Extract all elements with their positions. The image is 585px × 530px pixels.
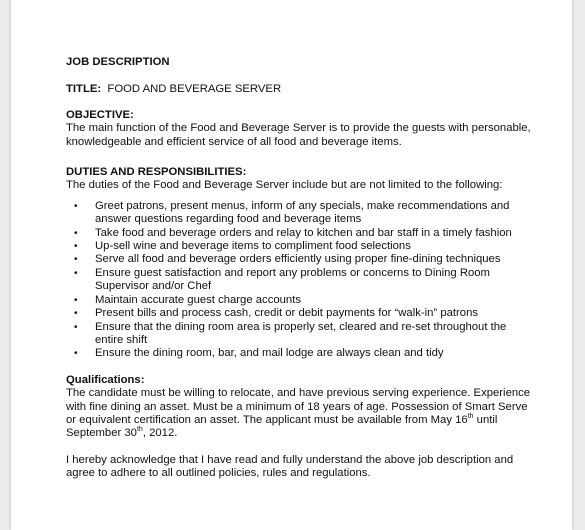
qualifications-text-part: The candidate must be willing to relocate, and have previous serving experience. Experience with fine dining an asset. Must be a minimum of 18 years of age. Possession of Smart Serve or equivalent certification an asset. The applicant must be available from May 16 bbox=[66, 387, 531, 426]
list-item bbox=[66, 200, 536, 227]
duties-list bbox=[66, 200, 536, 361]
document-page bbox=[11, 0, 572, 530]
qualifications-text-part: until September 30 bbox=[66, 413, 498, 440]
job-title-line bbox=[66, 83, 536, 96]
bullet-icon: • bbox=[74, 308, 78, 320]
qualifications-text-part: , 2012. bbox=[142, 427, 178, 440]
qualifications-heading: Qualifications: bbox=[66, 373, 145, 386]
superscript: th bbox=[467, 413, 474, 421]
duty-text: Ensure that the dining room area is properly set, cleared and re-set throughout the entire shift bbox=[95, 320, 507, 346]
bullet-icon: • bbox=[74, 294, 78, 306]
list-item bbox=[66, 321, 536, 348]
qualifications-text bbox=[66, 387, 536, 441]
list-item bbox=[66, 253, 536, 266]
duty-text: Greet patrons, present menus, inform of any specials, make recommendations and answer questions regarding food and beverage items bbox=[95, 199, 510, 226]
bullet-icon: • bbox=[74, 321, 78, 333]
duty-text: Present bills and process cash, credit or debit payments for “walk-in” patrons bbox=[95, 307, 479, 320]
duty-text: Ensure guest satisfaction and report any problems or concerns to Dining Room Supervisor and/or Chef bbox=[95, 266, 490, 293]
duty-text: Maintain accurate guest charge accounts bbox=[95, 293, 301, 306]
list-item bbox=[66, 227, 536, 240]
document-content bbox=[66, 56, 536, 481]
bullet-icon: • bbox=[74, 200, 78, 212]
duty-text: Ensure the dining room, bar, and mail lodge are always clean and tidy bbox=[95, 347, 444, 360]
duty-text: Take food and beverage orders and relay to kitchen and bar staff in a timely fashion bbox=[95, 226, 512, 239]
duties-intro: The duties of the Food and Beverage Server include but are not limited to the following: bbox=[66, 179, 503, 192]
job-title-label: TITLE: bbox=[66, 83, 102, 96]
acknowledgement-text: I hereby acknowledge that I have read and fully understand the above job description and agree to adhere to all outlined policies, rules and regulations. bbox=[66, 453, 514, 480]
list-item bbox=[66, 267, 536, 294]
bullet-icon: • bbox=[74, 254, 78, 266]
bullet-icon: • bbox=[74, 348, 78, 360]
duty-text: Serve all food and beverage orders efficiently using proper fine-dining techniques bbox=[95, 253, 501, 266]
list-item bbox=[66, 240, 536, 253]
superscript: th bbox=[136, 426, 143, 434]
objective-text: The main function of the Food and Beverage Server is to provide the guests with personable, knowledgeable and efficient service of all food and beverage items. bbox=[66, 122, 531, 148]
duties-heading: DUTIES AND RESPONSIBILITIES: bbox=[66, 166, 247, 179]
bullet-icon: • bbox=[74, 241, 78, 253]
list-item bbox=[66, 294, 536, 307]
job-title-value: FOOD AND BEVERAGE SERVER bbox=[107, 83, 282, 96]
bullet-icon: • bbox=[74, 227, 78, 239]
objective-heading: OBJECTIVE: bbox=[66, 108, 134, 121]
bullet-icon: • bbox=[74, 267, 78, 279]
document-header: JOB DESCRIPTION bbox=[66, 56, 170, 68]
list-item bbox=[66, 347, 536, 360]
duty-text: Up-sell wine and beverage items to compliment food selections bbox=[95, 240, 411, 253]
list-item bbox=[66, 307, 536, 320]
